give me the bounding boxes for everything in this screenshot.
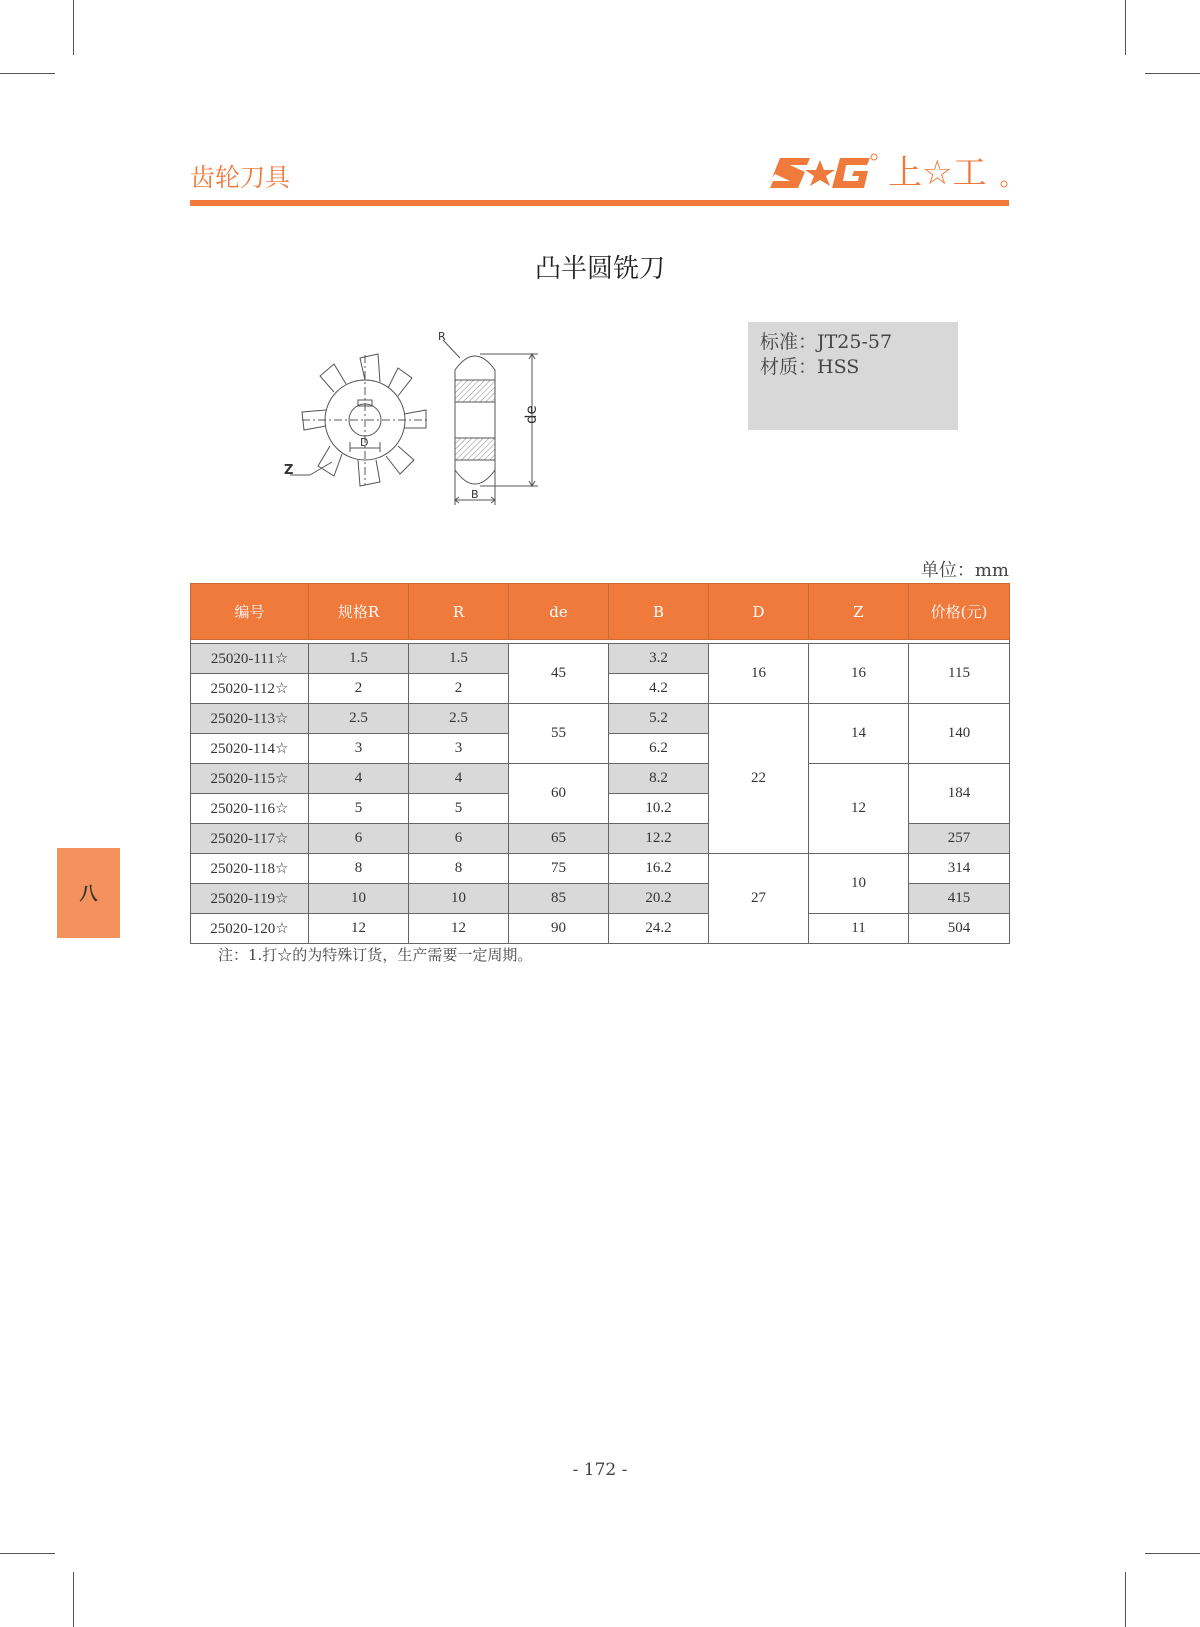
spec-table (190, 583, 1010, 944)
crop-mark (1125, 0, 1126, 55)
header-z: Z (809, 584, 909, 640)
header-r: R (409, 584, 509, 640)
cell-code: 25020-113☆ (191, 704, 309, 734)
cell-code: 25020-115☆ (191, 764, 309, 794)
page-title: 凸半圆铣刀 (534, 254, 665, 284)
crop-mark (1145, 73, 1200, 74)
cell-spec: 2 (309, 674, 409, 704)
cell-z: 14 (809, 704, 909, 764)
cell-r: 12 (409, 914, 509, 944)
crop-mark (0, 1553, 55, 1554)
cell-de: 60 (509, 764, 609, 824)
crop-mark (1125, 1572, 1126, 1627)
cell-z: 11 (809, 914, 909, 944)
cell-code: 25020-112☆ (191, 674, 309, 704)
cell-r: 2.5 (409, 704, 509, 734)
crop-mark (73, 0, 74, 55)
label-b: B (471, 488, 479, 501)
cutter-drawing (280, 330, 580, 520)
cell-code: 25020-111☆ (191, 644, 309, 674)
standard-text: 标准：JT25-57 (760, 331, 893, 353)
cell-b: 6.2 (609, 734, 709, 764)
cell-r: 3 (409, 734, 509, 764)
footnote: 注：1.打☆的为特殊订货，生产需要一定周期。 (218, 946, 533, 964)
cell-price: 115 (909, 644, 1010, 704)
cell-z: 10 (809, 854, 909, 914)
cell-b: 3.2 (609, 644, 709, 674)
table-row (191, 914, 1010, 944)
cell-code: 25020-117☆ (191, 824, 309, 854)
cell-spec: 5 (309, 794, 409, 824)
cell-d: 22 (709, 704, 809, 854)
cell-price: 257 (909, 824, 1010, 854)
cell-spec: 3 (309, 734, 409, 764)
cell-spec: 12 (309, 914, 409, 944)
cell-price: 184 (909, 764, 1010, 824)
label-z: Z (284, 463, 294, 478)
cell-d: 16 (709, 644, 809, 704)
cell-price: 504 (909, 914, 1010, 944)
table-row (191, 644, 1010, 674)
cell-de: 65 (509, 824, 609, 854)
header-price: 价格(元) (909, 584, 1010, 640)
cell-spec: 1.5 (309, 644, 409, 674)
cell-de: 45 (509, 644, 609, 704)
cell-b: 20.2 (609, 884, 709, 914)
spec-box (748, 322, 958, 430)
cell-code: 25020-118☆ (191, 854, 309, 884)
cell-b: 5.2 (609, 704, 709, 734)
cell-b: 12.2 (609, 824, 709, 854)
cell-d: 27 (709, 854, 809, 944)
cell-b: 8.2 (609, 764, 709, 794)
cell-r: 6 (409, 824, 509, 854)
cell-de: 55 (509, 704, 609, 764)
cell-de: 90 (509, 914, 609, 944)
unit-label: 单位：mm (920, 560, 1009, 581)
cell-r: 10 (409, 884, 509, 914)
crop-mark (0, 73, 55, 74)
cell-spec: 4 (309, 764, 409, 794)
brand-logo (770, 148, 1010, 192)
cell-price: 314 (909, 854, 1010, 884)
cell-b: 4.2 (609, 674, 709, 704)
cell-b: 24.2 (609, 914, 709, 944)
header-code: 编号 (191, 584, 309, 640)
label-d: D (360, 436, 369, 449)
section-title: 齿轮刀具 (190, 163, 291, 192)
page-number: - 172 - (572, 1460, 628, 1480)
header-d: D (709, 584, 809, 640)
cell-spec: 8 (309, 854, 409, 884)
table-row (191, 854, 1010, 884)
crop-mark (73, 1572, 74, 1627)
cell-r: 4 (409, 764, 509, 794)
label-de: de (522, 405, 540, 424)
cell-price: 415 (909, 884, 1010, 914)
cell-spec: 10 (309, 884, 409, 914)
header-spec: 规格R (309, 584, 409, 640)
cell-b: 10.2 (609, 794, 709, 824)
header-b: B (609, 584, 709, 640)
cell-spec: 6 (309, 824, 409, 854)
cell-z: 12 (809, 764, 909, 854)
cell-spec: 2.5 (309, 704, 409, 734)
cell-code: 25020-116☆ (191, 794, 309, 824)
cell-code: 25020-119☆ (191, 884, 309, 914)
cell-de: 75 (509, 854, 609, 884)
cell-code: 25020-120☆ (191, 914, 309, 944)
header-de: de (509, 584, 609, 640)
chapter-tab: 八 (57, 848, 120, 938)
cell-b: 16.2 (609, 854, 709, 884)
cell-price: 140 (909, 704, 1010, 764)
material-text: 材质：HSS (760, 356, 860, 378)
cell-r: 2 (409, 674, 509, 704)
table-row (191, 704, 1010, 734)
cell-r: 1.5 (409, 644, 509, 674)
svg-text:上☆工: 上☆工 (888, 153, 987, 192)
cell-z: 16 (809, 644, 909, 704)
header-rule (190, 200, 1009, 206)
table-row (191, 764, 1010, 794)
label-r: R (438, 330, 446, 343)
table-header-row (191, 584, 1010, 640)
crop-mark (1145, 1553, 1200, 1554)
cell-code: 25020-114☆ (191, 734, 309, 764)
cell-de: 85 (509, 884, 609, 914)
cell-r: 8 (409, 854, 509, 884)
cell-r: 5 (409, 794, 509, 824)
